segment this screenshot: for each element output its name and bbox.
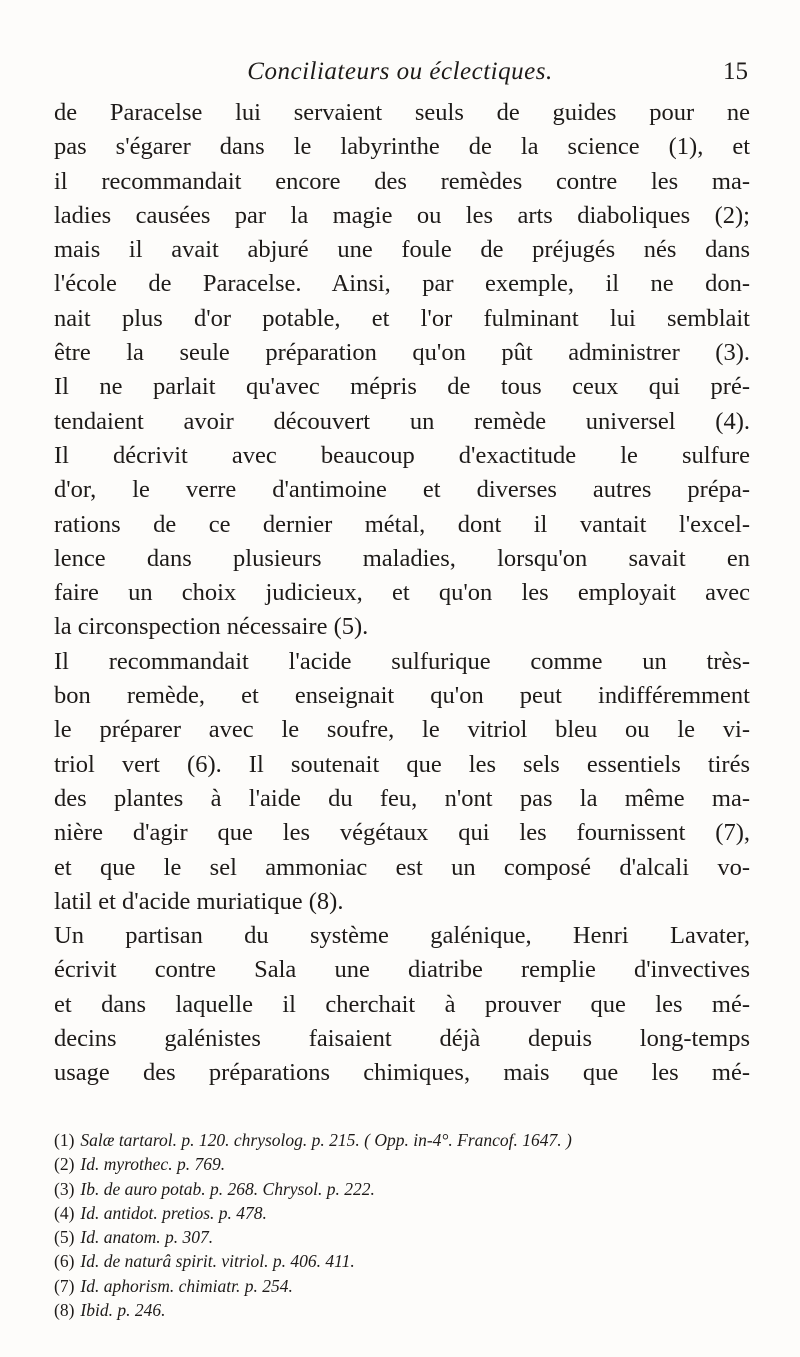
footnote-text: Salæ tartarol. p. 120. chrysolog. p. 215. ( Opp. in-4°. Francof. 1647. ) — [80, 1130, 572, 1150]
text-line: nait plus d'or potable, et l'or fulminant lui semblait — [54, 304, 750, 332]
text-line: Il décrivit avec beaucoup d'exactitude le sulfure — [54, 441, 750, 469]
footnote — [54, 1177, 750, 1201]
body-text — [54, 96, 750, 1091]
text-line: la circonspection nécessaire (5). — [54, 613, 369, 641]
running-head — [52, 58, 748, 92]
footnote — [54, 1274, 750, 1298]
text-line: Il ne parlait qu'avec mépris de tous ceux qui pré- — [54, 373, 750, 401]
page-number: 15 — [723, 58, 748, 85]
footnotes — [54, 1128, 750, 1322]
text-line: être la seule préparation qu'on pût administrer (3). — [54, 339, 750, 367]
text-line: pas s'égarer dans le labyrinthe de la science (1), et — [54, 133, 750, 161]
footnote — [54, 1201, 750, 1225]
text-line: lence dans plusieurs maladies, lorsqu'on savait en — [54, 544, 750, 572]
text-line: rations de ce dernier métal, dont il vantait l'excel- — [54, 510, 750, 538]
footnote-text: Ibid. p. 246. — [80, 1300, 166, 1321]
running-title: Conciliateurs ou éclectiques. — [247, 58, 553, 85]
text-line: ladies causées par la magie ou les arts diaboliques (2); — [54, 201, 750, 229]
text-line: écrivit contre Sala une diatribe remplie d'invectives — [54, 956, 750, 984]
footnote — [54, 1152, 750, 1176]
text-line: tendaient avoir découvert un remède universel (4). — [54, 407, 750, 435]
footnote-number: (7) — [54, 1275, 75, 1296]
text-line: et que le sel ammoniac est un composé d'alcali vo- — [54, 853, 750, 881]
footnote — [54, 1225, 750, 1249]
footnote-text: Id. anatom. p. 307. — [80, 1227, 214, 1248]
footnote-number: (2) — [54, 1154, 75, 1175]
footnote — [54, 1128, 750, 1152]
footnote-text: Id. myrothec. p. 769. — [80, 1154, 226, 1175]
text-line: il recommandait encore des remèdes contre les ma- — [54, 167, 750, 195]
text-line: des plantes à l'aide du feu, n'ont pas la même ma- — [54, 784, 750, 812]
footnote — [54, 1298, 750, 1322]
text-line: nière d'agir que les végétaux qui les fournissent (7), — [54, 819, 750, 847]
text-line: triol vert (6). Il soutenait que les sels essentiels tirés — [54, 750, 750, 778]
footnote-number: (4) — [54, 1202, 75, 1223]
footnote-number: (1) — [54, 1130, 75, 1150]
text-line: et dans laquelle il cherchait à prouver que les mé- — [54, 990, 750, 1018]
text-line: usage des préparations chimiques, mais que les mé- — [54, 1059, 750, 1087]
text-line: le préparer avec le soufre, le vitriol bleu ou le vi- — [54, 716, 750, 744]
footnote-number: (8) — [54, 1300, 75, 1321]
text-line: Il recommandait l'acide sulfurique comme un très- — [54, 647, 750, 675]
footnote-number: (5) — [54, 1227, 75, 1248]
text-line: decins galénistes faisaient déjà depuis long-temps — [54, 1025, 750, 1053]
text-line: d'or, le verre d'antimoine et diverses autres prépa- — [54, 476, 750, 504]
text-line: mais il avait abjuré une foule de préjugés nés dans — [54, 236, 750, 264]
footnote — [54, 1249, 750, 1273]
text-line: de Paracelse lui servaient seuls de guides pour ne — [54, 99, 750, 126]
text-line: l'école de Paracelse. Ainsi, par exemple, il ne don- — [54, 270, 750, 298]
footnote-text: Id. antidot. pretios. p. 478. — [80, 1202, 267, 1223]
text-line: bon remède, et enseignait qu'on peut indifféremment — [54, 682, 750, 710]
footnote-number: (3) — [54, 1178, 75, 1199]
footnote-number: (6) — [54, 1251, 75, 1272]
text-line: latil et d'acide muriatique (8). — [54, 887, 344, 915]
footnote-text: Id. de naturâ spirit. vitriol. p. 406. 411. — [80, 1251, 355, 1272]
text-line: faire un choix judicieux, et qu'on les employait avec — [54, 579, 750, 607]
footnote-text: Id. aphorism. chimiatr. p. 254. — [80, 1275, 293, 1296]
footnote-text: Ib. de auro potab. p. 268. Chrysol. p. 222. — [80, 1178, 375, 1199]
text-line: Un partisan du système galénique, Henri Lavater, — [54, 922, 750, 950]
